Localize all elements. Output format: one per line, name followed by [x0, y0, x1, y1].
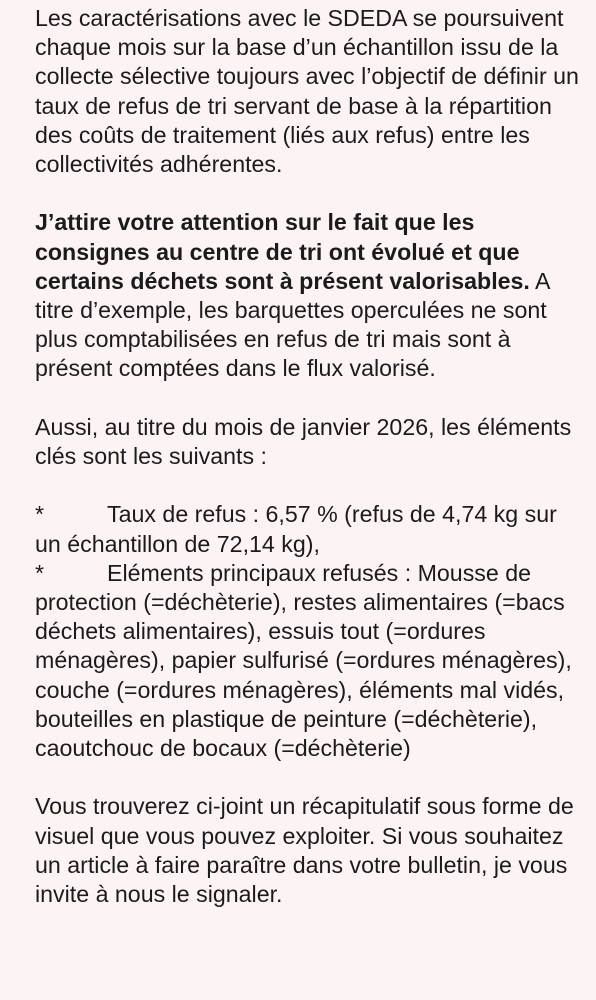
list-item-text: Eléments principaux refusés : Mousse de protection (=déchèterie), restes alimentaires (=bacs déchets alimentaires), essuis tout (=ordures ménagères), papier sulfurisé (=ordures ménagères), couche (=ordures ménagères), éléments mal vidés, bouteilles en plastique de peinture (=déchèterie), caoutchouc de bocaux (=déchèterie): [35, 559, 572, 762]
paragraph-attachment-note: [35, 792, 582, 909]
paragraph-characterisations-text: Les caractérisations avec le SDEDA se poursuivent chaque mois sur la base d’un échantillon issu de la collecte sélective toujours avec l’objectif de définir un taux de refus de tri servant de base à la répartition des coûts de traitement (liés aux refus) entre les collectivités adhérentes.: [35, 5, 579, 178]
paragraph-key-elements-intro: [35, 413, 582, 471]
key-elements-list: [35, 500, 582, 763]
attention-bold-text: J’attire votre attention sur le fait que les consignes au centre de tri ont évolué et que certains déchets sont à présent valorisables.: [35, 209, 530, 294]
list-item-refused-elements: [35, 559, 582, 763]
list-item-text: Taux de refus : 6,57 % (refus de 4,74 kg sur un échantillon de 72,14 kg),: [35, 501, 557, 557]
paragraph-attention: [35, 208, 582, 383]
attention-rest-text: A titre d’exemple, les barquettes operculées ne sont plus comptabilisées en refus de tri mais sont à présent comptées dans le flux valorisé.: [35, 267, 550, 382]
key-elements-intro-text: Aussi, au titre du mois de janvier 2026, les éléments clés sont les suivants :: [35, 413, 572, 470]
paragraph-characterisations: [35, 4, 582, 179]
attachment-note-text: Vous trouverez ci-joint un récapitulatif sous forme de visuel que vous pouvez exploiter. Si vous souhaitez un article à faire paraître dans votre bulletin, je vous invite à nous le signaler.: [35, 793, 574, 908]
bullet-marker: *: [35, 501, 45, 528]
bullet-marker: *: [35, 559, 45, 586]
list-item-refusal-rate: [35, 500, 582, 558]
